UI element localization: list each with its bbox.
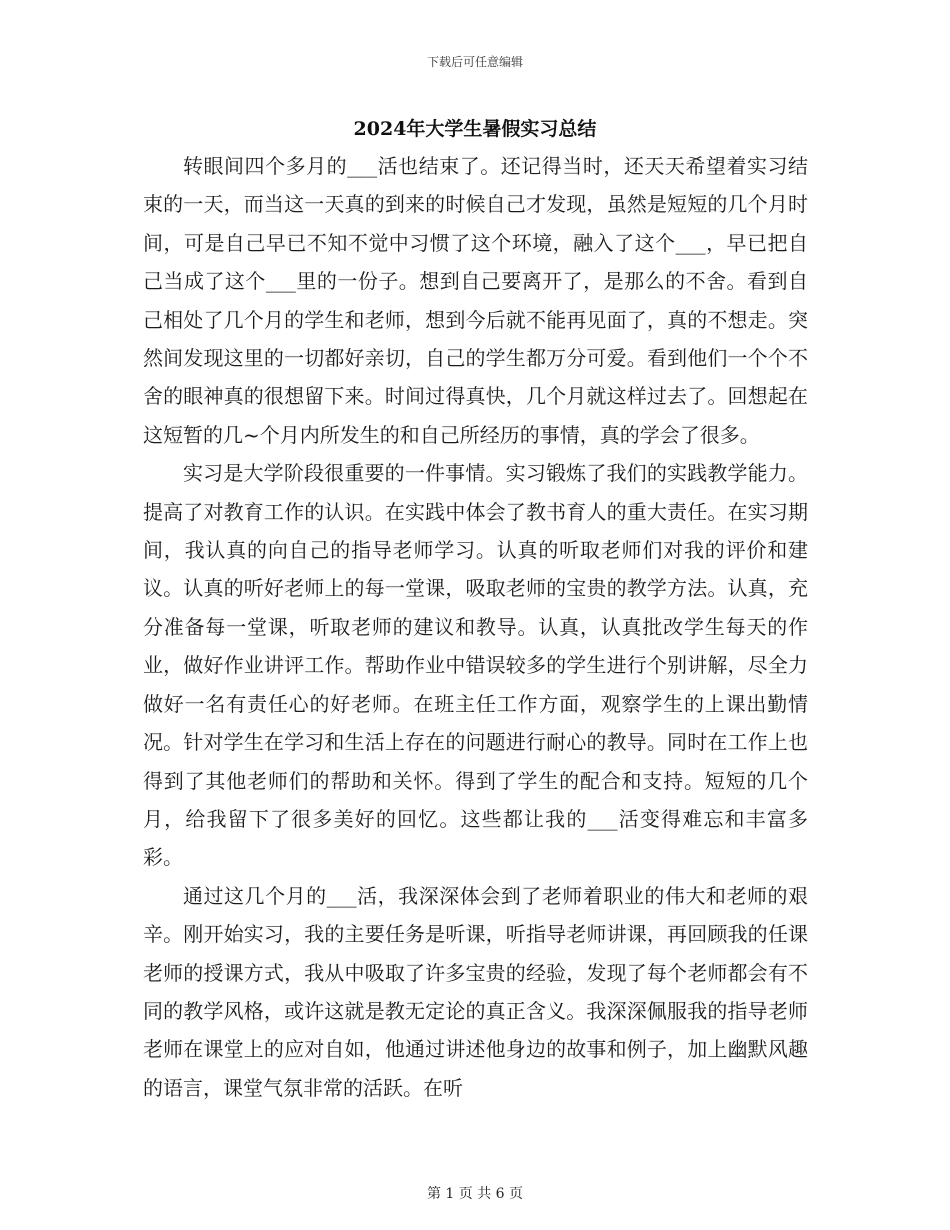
document-title: 2024年大学生暑假实习总结: [353, 118, 597, 140]
paragraph-2: 实习是大学阶段很重要的一件事情。实习锻炼了我们的实践教学能力。提高了对教育工作的认识。在实践中体会了教书育人的重大责任。在实习期间，我认真的向自己的指导老师学习。认真的听取老师们对我的评价和建议。认真的听好老师上的每一堂课，吸取老师的宝贵的教学方法。认真，充分准备每一堂课，听取老师的建议和教导。认真，认真批改学生每天的作业，做好作业讲评工作。帮助作业中错误较多的学生进行个别讲解，尽全力做好一名有责任心的好老师。在班主任工作方面，观察学生的上课出勤情况。针对学生在学习和生活上存在的问题进行耐心的教导。同时在工作上也得到了其他老师们的帮助和关怀。得到了学生的配合和支持。短短的几个月，给我留下了很多美好的回忆。这些都让我的___活变得难忘和丰富多彩。: [143, 461, 808, 870]
paragraph-3: 通过这几个月的___活，我深深体会到了老师着职业的伟大和老师的艰辛。刚开始实习，我的主要任务是听课，听指导老师讲课，再回顾我的任课老师的授课方式，我从中吸取了许多宝贵的经验，发现了每个老师都会有不同的教学风格，或许这就是教无定论的真正含义。我深深佩服我的指导老师老师在课堂上的应对自如，他通过讲述他身边的故事和例子，加上幽默风趣的语言，课堂气氛非常的活跃。在听: [143, 883, 808, 1100]
paragraph-1: 转眼间四个多月的___活也结束了。还记得当时，还天天希望着实习结束的一天，而当这一天真的到来的时候自己才发现，虽然是短短的几个月时间，可是自己早已不知不觉中习惯了这个环境，融入了这个___，早已把自己当成了这个___里的一份子。想到自己要离开了，是那么的不舍。看到自己相处了几个月的学生和老师，想到今后就不能再见面了，真的不想走。突然间发现这里的一切都好亲切，自己的学生都万分可爱。看到他们一个个不舍的眼神真的很想留下来。时间过得真快，几个月就这样过去了。回想起在这短暂的几~个月内所发生的和自己所经历的事情，真的学会了很多。: [143, 154, 808, 447]
page-header: 下载后可任意编辑: [426, 55, 523, 69]
page-number: 第 1 页 共 6 页: [426, 1186, 524, 1202]
document-body: [143, 147, 808, 1107]
